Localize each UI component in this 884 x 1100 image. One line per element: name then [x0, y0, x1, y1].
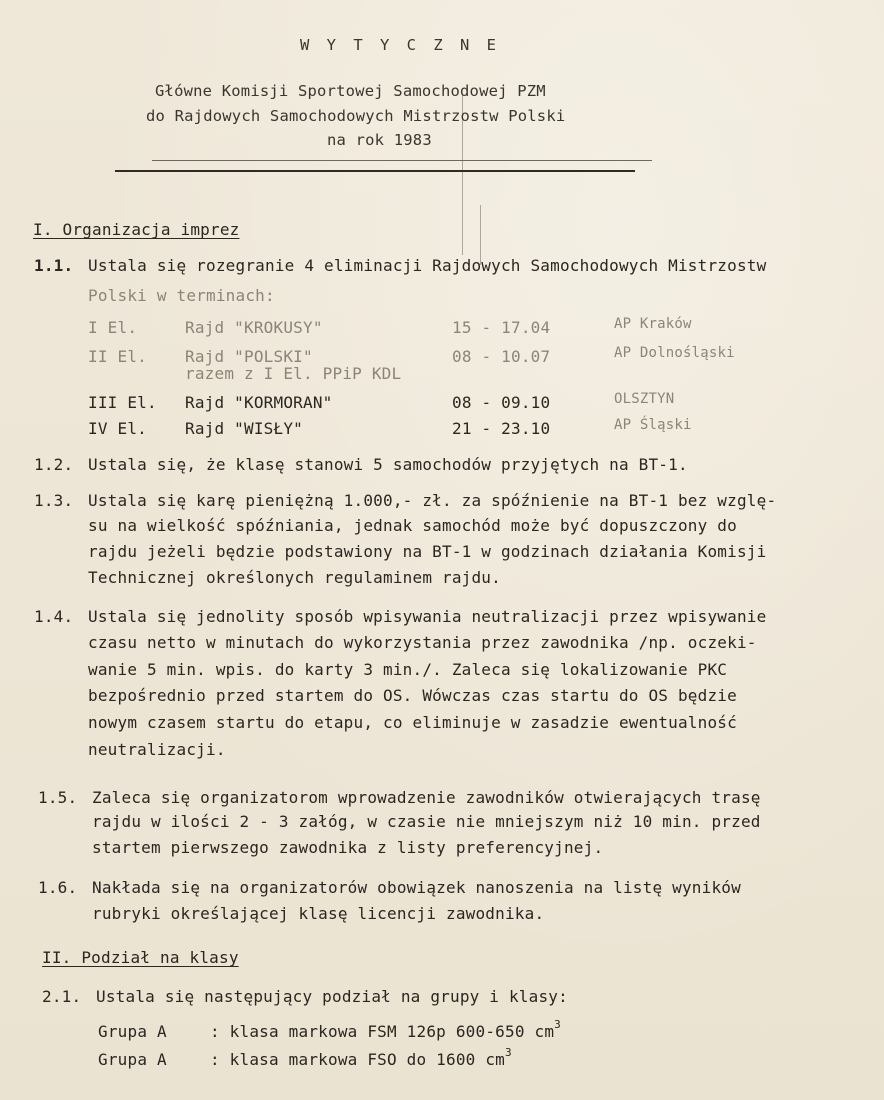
- event-number: III El.: [88, 393, 157, 412]
- paragraph-text: Nakłada się na organizatorów obowiązek nanoszenia na listę wyników: [92, 878, 741, 897]
- event-number: II El.: [88, 347, 147, 366]
- paragraph-text: su na wielkość spóźniania, jednak samochód może być dopuszczony do: [88, 516, 737, 535]
- header-line-2: do Rajdowych Samochodowych Mistrzostw Polski: [146, 107, 566, 125]
- event-name-note: razem z I El. PPiP KDL: [185, 364, 402, 383]
- event-name: Rajd "KROKUSY": [185, 318, 323, 337]
- section-heading: I. Organizacja imprez: [33, 220, 240, 239]
- superscript: 3: [504, 1046, 512, 1059]
- paragraph-text: Technicznej określonych regulaminem rajdu.: [88, 568, 501, 587]
- paragraph-number: 1.1.: [34, 256, 74, 275]
- paragraph-number: 1.2.: [34, 455, 74, 474]
- paragraph-text: Polski w terminach:: [88, 286, 275, 305]
- event-dates: 08 - 09.10: [452, 393, 551, 412]
- group-description: : klasa markowa FSM 126p 600-650 $cm^3$: [210, 1018, 561, 1041]
- paragraph-text: rajdu w ilości 2 - 3 załóg, w czasie nie mniejszym niż 10 min. przed: [92, 812, 761, 831]
- group-name: Grupa A: [98, 1022, 167, 1041]
- superscript: 3: [554, 1018, 561, 1031]
- event-organizer: AP Śląski: [614, 417, 692, 433]
- header-line-3: na rok 1983: [327, 131, 432, 149]
- section-heading: II. Podział na klasy: [42, 948, 239, 967]
- paragraph-text: Ustala się rozegranie 4 eliminacji Rajdowych Samochodowych Mistrzostw: [88, 256, 767, 275]
- paragraph-text: wanie 5 min. wpis. do karty 3 min./. Zaleca się lokalizowanie PKC: [88, 660, 728, 679]
- paragraph-text: Zaleca się organizatorom wprowadzenie zawodników otwierających trasę: [92, 788, 761, 807]
- group-description: : klasa markowa FSO do 1600 $cm^3$: [210, 1046, 512, 1069]
- event-organizer: AP Kraków: [614, 316, 692, 332]
- paragraph-number: 1.4.: [34, 607, 74, 626]
- paragraph-text: Ustala się jednolity sposób wpisywania neutralizacji przez wpisywanie: [88, 607, 767, 626]
- header-line-1: Główne Komisji Sportowej Samochodowej PZM: [155, 82, 546, 100]
- paragraph-text: rajdu jeżeli będzie podstawiony na BT-1 w godzinach działania Komisji: [88, 542, 767, 561]
- event-number: I El.: [88, 318, 138, 337]
- event-organizer: OLSZTYN: [614, 391, 675, 407]
- paragraph-text: Ustala się następujący podział na grupy i klasy:: [96, 987, 568, 1006]
- paragraph-number: 1.6.: [38, 878, 78, 897]
- group-name: Grupa A: [98, 1050, 167, 1069]
- paragraph-text: bezpośrednio przed startem do OS. Wówczas czas startu do OS będzie: [88, 686, 737, 705]
- document-title: W Y T Y C Z N E: [300, 36, 500, 54]
- paragraph-number: 2.1.: [42, 987, 82, 1006]
- event-name: Rajd "WISŁY": [185, 419, 303, 438]
- event-name: Rajd "KORMORAN": [185, 393, 333, 412]
- paragraph-number: 1.3.: [34, 491, 74, 510]
- paragraph-text: rubryki określającej klasę licencji zawodnika.: [92, 904, 545, 923]
- event-dates: 08 - 10.07: [452, 347, 551, 366]
- event-number: IV El.: [88, 419, 147, 438]
- paragraph-text: nowym czasem startu do etapu, co eliminuje w zasadzie ewentualność: [88, 713, 737, 732]
- event-dates: 15 - 17.04: [452, 318, 551, 337]
- event-name: Rajd "POLSKI": [185, 347, 313, 366]
- header-rule: [115, 170, 635, 172]
- paragraph-number: 1.5.: [38, 788, 78, 807]
- event-organizer: AP Dolnośląski: [614, 345, 735, 361]
- paragraph-text: startem pierwszego zawodnika z listy preferencyjnej.: [92, 838, 604, 857]
- event-dates: 21 - 23.10: [452, 419, 551, 438]
- paragraph-text: neutralizacji.: [88, 740, 226, 759]
- paragraph-text: Ustala się, że klasę stanowi 5 samochodów przyjętych na BT-1.: [88, 455, 688, 474]
- paragraph-text: Ustala się karę pieniężną 1.000,- zł. za spóźnienie na BT-1 bez wzglę-: [88, 491, 777, 510]
- header-rule-top: [152, 160, 652, 161]
- paragraph-text: czasu netto w minutach do wykorzystania przez zawodnika /np. oczeki-: [88, 633, 757, 652]
